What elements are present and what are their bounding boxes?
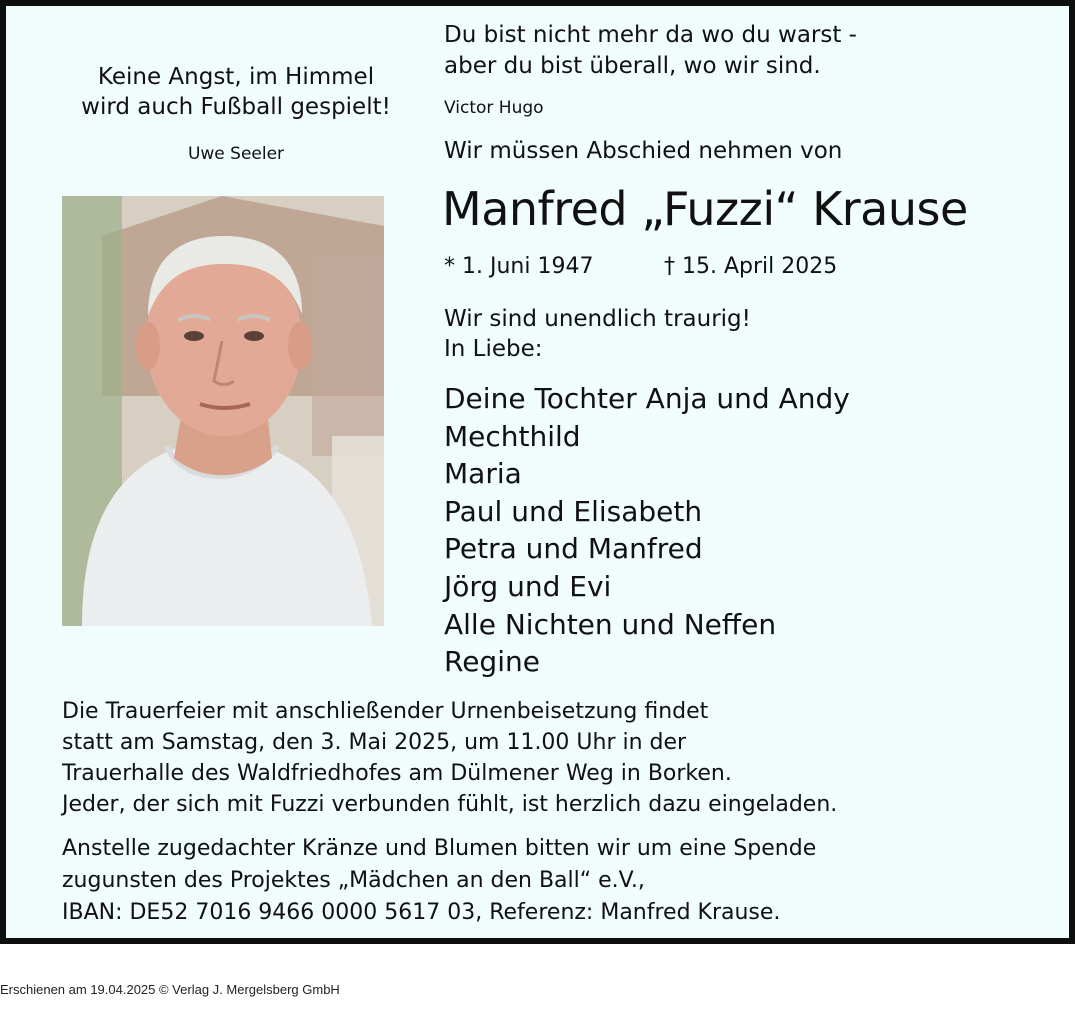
service-line-3: Trauerhalle des Waldfriedhofes am Dülmener Weg in Borken.	[62, 761, 732, 786]
mourner: Petra und Manfred	[444, 532, 703, 566]
portrait-illustration	[62, 196, 384, 626]
birth-date: * 1. Juni 1947	[444, 254, 594, 279]
donation-line-2: zugunsten des Projektes „Mädchen an den Ball“ e.V.,	[62, 868, 645, 893]
donation-line-1: Anstelle zugedachter Kränze und Blumen bitten wir um eine Spende	[62, 836, 817, 861]
service-line-1: Die Trauerfeier mit anschließender Urnenbeisetzung findet	[62, 699, 709, 724]
sentiment	[444, 304, 751, 364]
quote-right-author: Victor Hugo	[444, 98, 544, 118]
mourner: Regine	[444, 645, 540, 679]
mourner: Maria	[444, 457, 522, 491]
funeral-service-info	[62, 696, 837, 820]
service-line-4: Jeder, der sich mit Fuzzi verbunden fühlt, ist herzlich dazu eingeladen.	[62, 792, 838, 817]
portrait-photo	[62, 196, 384, 626]
donation-info	[62, 833, 816, 929]
mourner: Jörg und Evi	[444, 569, 612, 603]
farewell-intro: Wir müssen Abschied nehmen von	[444, 138, 843, 164]
service-line-2: statt am Samstag, den 3. Mai 2025, um 11.00 Uhr in der	[62, 730, 687, 755]
donation-line-3: IBAN: DE52 7016 9466 0000 5617 03, Referenz: Manfred Krause.	[62, 900, 781, 925]
mourners-list	[444, 380, 850, 681]
publication-footer: Erschienen am 19.04.2025 © Verlag J. Mergelsberg GmbH	[0, 982, 340, 997]
mourner: Deine Tochter Anja und Andy	[444, 382, 850, 415]
mourner: Mechthild	[444, 419, 581, 453]
death-date: † 15. April 2025	[664, 254, 838, 279]
quote-left-line-1: Keine Angst, im Himmel	[97, 64, 375, 90]
sentiment-line-2: In Liebe:	[444, 336, 543, 362]
mourner: Paul und Elisabeth	[444, 494, 703, 528]
sentiment-line-1: Wir sind unendlich traurig!	[444, 306, 751, 332]
quote-left-author: Uwe Seeler	[187, 144, 285, 164]
quote-right-line-2: aber du bist überall, wo wir sind.	[444, 53, 821, 79]
quote-right	[444, 20, 857, 82]
mourner: Alle Nichten und Neffen	[444, 607, 777, 641]
deceased-name: Manfred „Fuzzi“ Krause	[442, 182, 968, 236]
quote-right-line-1: Du bist nicht mehr da wo du warst -	[444, 22, 857, 48]
quote-left-line-2: wird auch Fußball gespielt!	[81, 94, 391, 120]
quote-left	[46, 62, 426, 122]
